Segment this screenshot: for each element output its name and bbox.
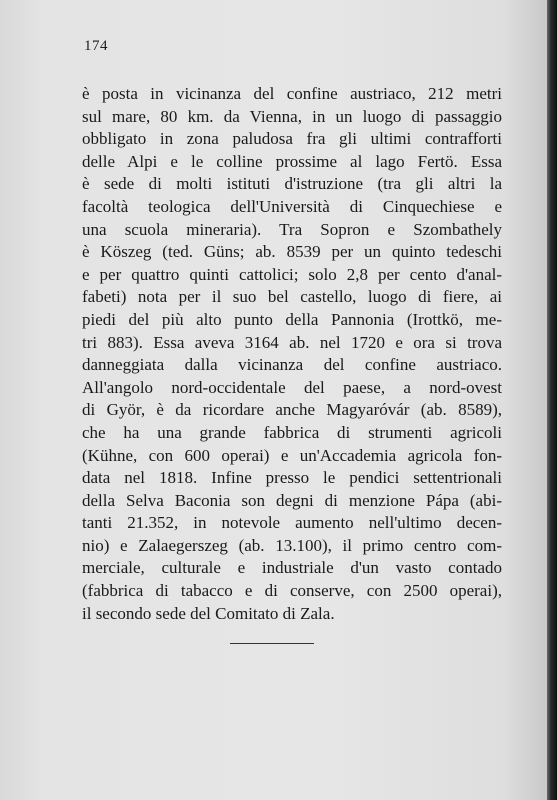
text-line: il secondo sede del Comitato di Zala. — [82, 603, 335, 623]
text-line: tanti 21.352, in notevole aumento nell'ultimo decen- — [82, 513, 502, 533]
text-line: è posta in vicinanza del confine austriaco, 212 metri — [82, 84, 502, 103]
page-number: 174 — [84, 38, 108, 54]
text-line: di Györ, è da ricordare anche Magyaróvár (ab. 8589), — [82, 400, 502, 420]
text-line: è Köszeg (ted. Güns; ab. 8539 per un quinto tedeschi — [82, 242, 502, 262]
text-line: e per quattro quinti cattolici; solo 2,8 per cento d'anal- — [82, 264, 502, 284]
section-divider — [230, 643, 314, 644]
text-line: è sede di molti istituti d'istruzione (tra gli altri la — [82, 174, 502, 194]
text-line: All'angolo nord-occidentale del paese, a nord-ovest — [82, 377, 502, 397]
text-line: piedi del più alto punto della Pannonia (Irottkö, me- — [82, 309, 502, 329]
text-line: della Selva Baconia son degni di menzione Pápa (abi- — [82, 490, 502, 510]
text-line: danneggiata dalla vicinanza del confine austriaco. — [82, 355, 502, 375]
text-line: delle Alpi e le colline prossime al lago Fertö. Essa — [82, 151, 502, 171]
book-binding-edge — [547, 0, 557, 800]
text-line: sul mare, 80 km. da Vienna, in un luogo di passaggio — [82, 106, 502, 126]
text-line: nio) e Zalaegerszeg (ab. 13.100), il primo centro com- — [82, 535, 502, 555]
text-line: data nel 1818. Infine presso le pendici settentrionali — [82, 468, 502, 488]
text-line: una scuola mineraria). Tra Sopron e Szombathely — [82, 219, 502, 239]
text-line: fabeti) nota per il suo bel castello, luogo di fiere, ai — [82, 287, 502, 307]
text-line: tri 883). Essa aveva 3164 ab. nel 1720 e ora si trova — [82, 332, 502, 352]
body-paragraph — [82, 83, 502, 625]
text-line: merciale, culturale e industriale d'un vasto contado — [82, 558, 502, 578]
text-line: (Kühne, con 600 operai) e un'Accademia agricola fon- — [82, 445, 502, 465]
text-line: che ha una grande fabbrica di strumenti agricoli — [82, 422, 502, 442]
text-line: obbligato in zona paludosa fra gli ultimi contrafforti — [82, 129, 502, 149]
text-line: facoltà teologica dell'Università di Cinquechiese e — [82, 196, 502, 216]
text-line: (fabbrica di tabacco e di conserve, con 2500 operai), — [82, 581, 502, 601]
